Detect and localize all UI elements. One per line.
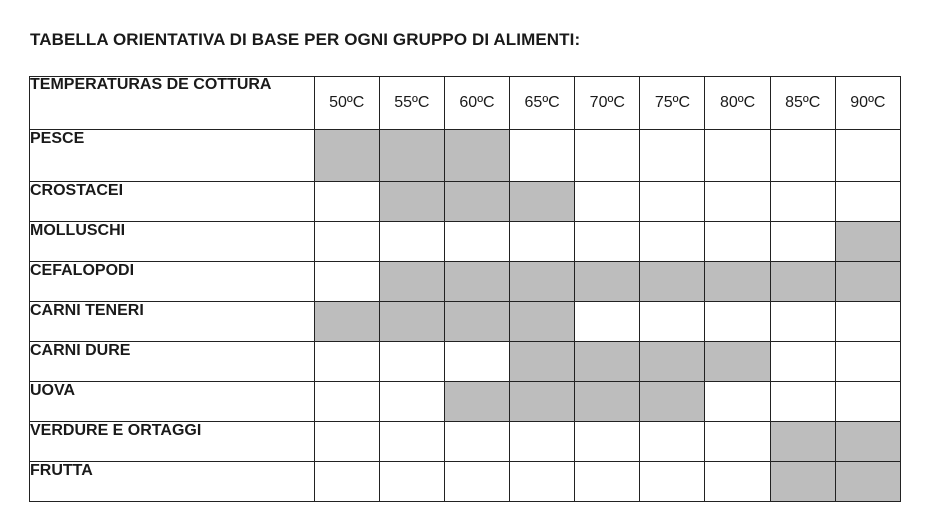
empty-temperature-cell [314, 382, 379, 422]
food-group-label: CARNI TENERI [30, 302, 315, 342]
empty-temperature-cell [835, 182, 900, 222]
table-row [30, 130, 901, 182]
empty-temperature-cell [835, 342, 900, 382]
empty-temperature-cell [575, 302, 640, 342]
empty-temperature-cell [510, 462, 575, 502]
empty-temperature-cell [314, 342, 379, 382]
filled-temperature-cell [575, 382, 640, 422]
empty-temperature-cell [770, 342, 835, 382]
empty-temperature-cell [770, 182, 835, 222]
temperature-header: 90ºC [835, 77, 900, 130]
filled-temperature-cell [770, 422, 835, 462]
empty-temperature-cell [705, 422, 770, 462]
table-row [30, 222, 901, 262]
table-row [30, 302, 901, 342]
empty-temperature-cell [705, 182, 770, 222]
filled-temperature-cell [314, 130, 379, 182]
corner-header: TEMPERATURAS DE COTTURA [30, 77, 315, 130]
empty-temperature-cell [510, 130, 575, 182]
empty-temperature-cell [314, 182, 379, 222]
filled-temperature-cell [510, 182, 575, 222]
filled-temperature-cell [835, 222, 900, 262]
filled-temperature-cell [640, 382, 705, 422]
filled-temperature-cell [379, 182, 444, 222]
filled-temperature-cell [510, 302, 575, 342]
empty-temperature-cell [770, 382, 835, 422]
food-group-label: MOLLUSCHI [30, 222, 315, 262]
empty-temperature-cell [640, 222, 705, 262]
empty-temperature-cell [835, 302, 900, 342]
temperature-table [29, 76, 901, 502]
food-group-label: PESCE [30, 130, 315, 182]
empty-temperature-cell [575, 422, 640, 462]
empty-temperature-cell [379, 382, 444, 422]
empty-temperature-cell [835, 382, 900, 422]
temperature-header: 80ºC [705, 77, 770, 130]
filled-temperature-cell [444, 182, 509, 222]
filled-temperature-cell [770, 462, 835, 502]
filled-temperature-cell [314, 302, 379, 342]
filled-temperature-cell [705, 262, 770, 302]
empty-temperature-cell [705, 302, 770, 342]
filled-temperature-cell [444, 130, 509, 182]
filled-temperature-cell [575, 342, 640, 382]
filled-temperature-cell [640, 342, 705, 382]
temperature-header: 75ºC [640, 77, 705, 130]
table-header-row [30, 77, 901, 130]
temperature-header: 65ºC [510, 77, 575, 130]
empty-temperature-cell [575, 462, 640, 502]
empty-temperature-cell [835, 130, 900, 182]
food-group-label: CROSTACEI [30, 182, 315, 222]
filled-temperature-cell [510, 382, 575, 422]
table-row [30, 262, 901, 302]
empty-temperature-cell [444, 342, 509, 382]
filled-temperature-cell [575, 262, 640, 302]
empty-temperature-cell [314, 422, 379, 462]
empty-temperature-cell [705, 222, 770, 262]
table-row [30, 182, 901, 222]
food-group-label: CEFALOPODI [30, 262, 315, 302]
empty-temperature-cell [379, 462, 444, 502]
empty-temperature-cell [314, 262, 379, 302]
empty-temperature-cell [575, 182, 640, 222]
filled-temperature-cell [835, 462, 900, 502]
empty-temperature-cell [770, 302, 835, 342]
empty-temperature-cell [444, 422, 509, 462]
empty-temperature-cell [640, 182, 705, 222]
table-row [30, 462, 901, 502]
food-group-label: VERDURE E ORTAGGI [30, 422, 315, 462]
table-row [30, 382, 901, 422]
empty-temperature-cell [314, 222, 379, 262]
empty-temperature-cell [705, 382, 770, 422]
filled-temperature-cell [705, 342, 770, 382]
filled-temperature-cell [379, 262, 444, 302]
empty-temperature-cell [379, 422, 444, 462]
filled-temperature-cell [444, 302, 509, 342]
food-group-label: FRUTTA [30, 462, 315, 502]
temperature-header: 50ºC [314, 77, 379, 130]
empty-temperature-cell [705, 462, 770, 502]
empty-temperature-cell [510, 422, 575, 462]
empty-temperature-cell [705, 130, 770, 182]
filled-temperature-cell [640, 262, 705, 302]
filled-temperature-cell [835, 422, 900, 462]
temperature-header: 55ºC [379, 77, 444, 130]
empty-temperature-cell [575, 130, 640, 182]
food-group-label: CARNI DURE [30, 342, 315, 382]
filled-temperature-cell [770, 262, 835, 302]
filled-temperature-cell [510, 262, 575, 302]
filled-temperature-cell [379, 130, 444, 182]
empty-temperature-cell [770, 130, 835, 182]
filled-temperature-cell [510, 342, 575, 382]
empty-temperature-cell [770, 222, 835, 262]
filled-temperature-cell [444, 262, 509, 302]
food-group-label: UOVA [30, 382, 315, 422]
page-title: TABELLA ORIENTATIVA DI BASE PER OGNI GRUPPO DI ALIMENTI: [30, 30, 581, 49]
table-row [30, 342, 901, 382]
temperature-header: 70ºC [575, 77, 640, 130]
filled-temperature-cell [444, 382, 509, 422]
table-body [30, 130, 901, 502]
empty-temperature-cell [444, 222, 509, 262]
filled-temperature-cell [835, 262, 900, 302]
empty-temperature-cell [379, 222, 444, 262]
empty-temperature-cell [640, 302, 705, 342]
empty-temperature-cell [379, 342, 444, 382]
empty-temperature-cell [510, 222, 575, 262]
table-row [30, 422, 901, 462]
empty-temperature-cell [575, 222, 640, 262]
empty-temperature-cell [640, 422, 705, 462]
empty-temperature-cell [640, 130, 705, 182]
empty-temperature-cell [640, 462, 705, 502]
temperature-header: 85ºC [770, 77, 835, 130]
filled-temperature-cell [379, 302, 444, 342]
empty-temperature-cell [444, 462, 509, 502]
empty-temperature-cell [314, 462, 379, 502]
temperature-header: 60ºC [444, 77, 509, 130]
